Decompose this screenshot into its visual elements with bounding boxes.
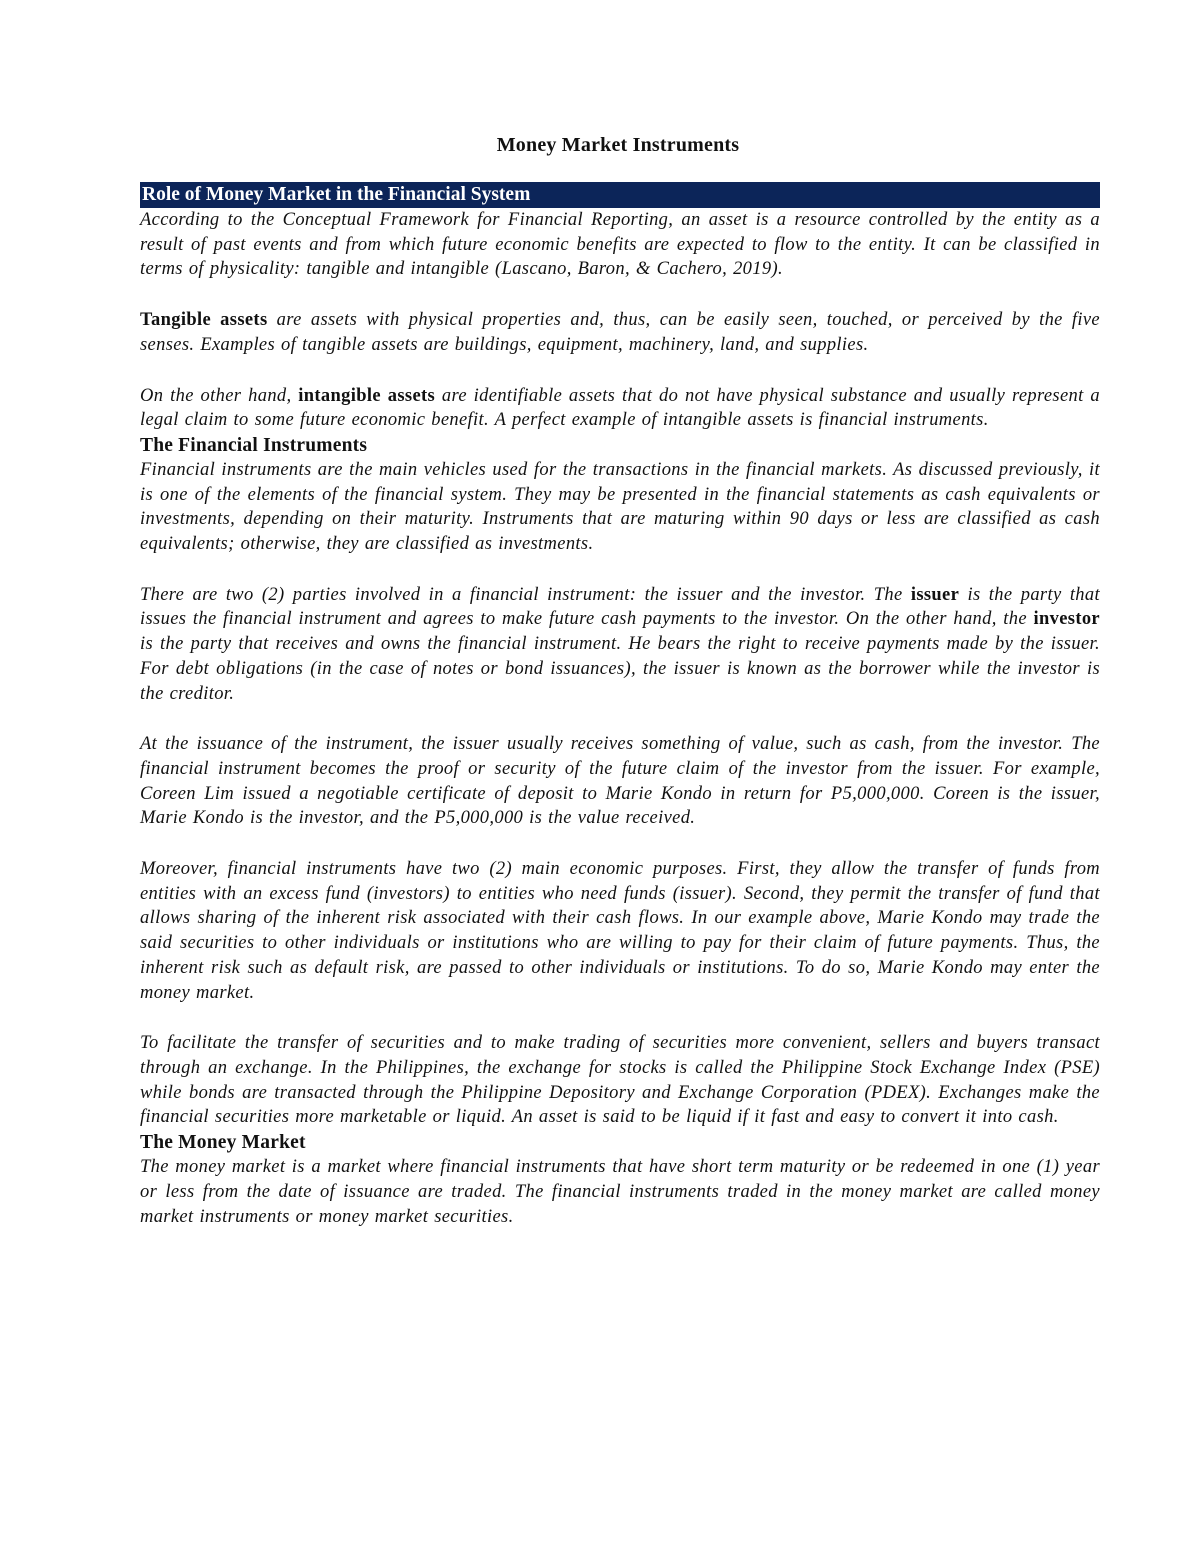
paragraph-intangible-assets [140, 384, 1100, 433]
paragraph-issuance: At the issuance of the instrument, the issuer usually receives something of value, such as cash, from the investor. The financial instrument becomes the proof or security of the future claim of the investor from the issuer. For example, Coreen Lim issued a negotiable certificate of deposit to Marie Kondo in return for P5,000,000. Coreen is the issuer, Marie Kondo is the investor, and the P5,000,000 is the value received. [140, 734, 1100, 829]
paragraph-money-market: The money market is a market where financial instruments that have short term maturity or be redeemed in one (1) year or less from the date of issuance are traded. The financial instruments traded in the money market are called money market instruments or money market securities. [140, 1157, 1100, 1227]
paragraph-parties [140, 583, 1100, 707]
heading-money-market: The Money Market [140, 1132, 306, 1154]
term-tangible-assets: Tangible assets [140, 310, 268, 331]
paragraph-parties-b: is the party that issues the financial instrument and agrees to make future cash payments to the investor. On the other hand, the [140, 584, 1101, 630]
paragraph-tangible-text: are assets with physical properties and, thus, can be easily seen, touched, or perceived by the five senses. Examples of tangible assets are buildings, equipment, machinery, land, and supplies. [140, 310, 1100, 355]
paragraph-economic-purposes: Moreover, financial instruments have two (2) main economic purposes. First, they allow the transfer of funds from entities with an excess fund (investors) to entities who need funds (issuer). Second, they permit the transfer of fund that allows sharing of the inherent risk associated with their cash flows. In our example above, Marie Kondo may trade the said securities to other individuals or institutions who are willing to pay for their claim of future payments. Thus, the inherent risk such as default risk, are passed to other individuals or institutions. To do so, Marie Kondo may enter the money market. [140, 859, 1100, 1003]
paragraph-intangible-pre: On the other hand, [140, 385, 299, 406]
paragraph-asset-definition: According to the Conceptual Framework for Financial Reporting, an asset is a resource controlled by the entity as a result of past events and from which future economic benefits are expected to flow to the entity. It can be classified in terms of physicality: tangible and intangible (Lascano, Baron, & Cachero, 2019). [140, 210, 1100, 280]
document-body [140, 182, 1100, 1229]
paragraph-financial-instruments: Financial instruments are the main vehicles used for the transactions in the financial markets. As discussed previously, it is one of the elements of the financial system. They may be presented in the financial statements as cash equivalents or investments, depending on their maturity. Instruments that are maturing within 90 days or less are classified as cash equivalents; otherwise, they are classified as investments. [140, 459, 1100, 555]
term-investor: investor [1033, 609, 1100, 630]
section-banner: Role of Money Market in the Financial System [140, 182, 1100, 208]
term-intangible-assets: intangible assets [298, 385, 436, 406]
term-issuer: issuer [910, 584, 960, 605]
paragraph-intangible-text: are identifiable assets that do not have physical substance and usually represent a legal claim to some future economic benefit. A perfect example of intangible assets is financial instruments. [140, 385, 1101, 431]
document-title: Money Market Instruments [496, 134, 740, 156]
paragraph-parties-c: is the party that receives and owns the financial instrument. He bears the right to receive payments made by the issuer. For debt obligations (in the case of notes or bond issuances), the issuer is known as the borrower while the investor is the creditor. [140, 634, 1100, 704]
heading-financial-instruments: The Financial Instruments [140, 434, 368, 456]
paragraph-parties-a: There are two (2) parties involved in a financial instrument: the issuer and the investor. The [140, 584, 911, 605]
paragraph-exchanges: To facilitate the transfer of securities and to make trading of securities more convenient, sellers and buyers transact through an exchange. In the Philippines, the exchange for stocks is called the Philippine Stock Exchange Index (PSE) while bonds are transacted through the Philippine Depository and Exchange Corporation (PDEX). Exchanges make the financial securities more marketable or liquid. An asset is said to be liquid if it fast and easy to convert it into cash. [140, 1033, 1100, 1128]
paragraph-tangible-assets [140, 308, 1100, 357]
